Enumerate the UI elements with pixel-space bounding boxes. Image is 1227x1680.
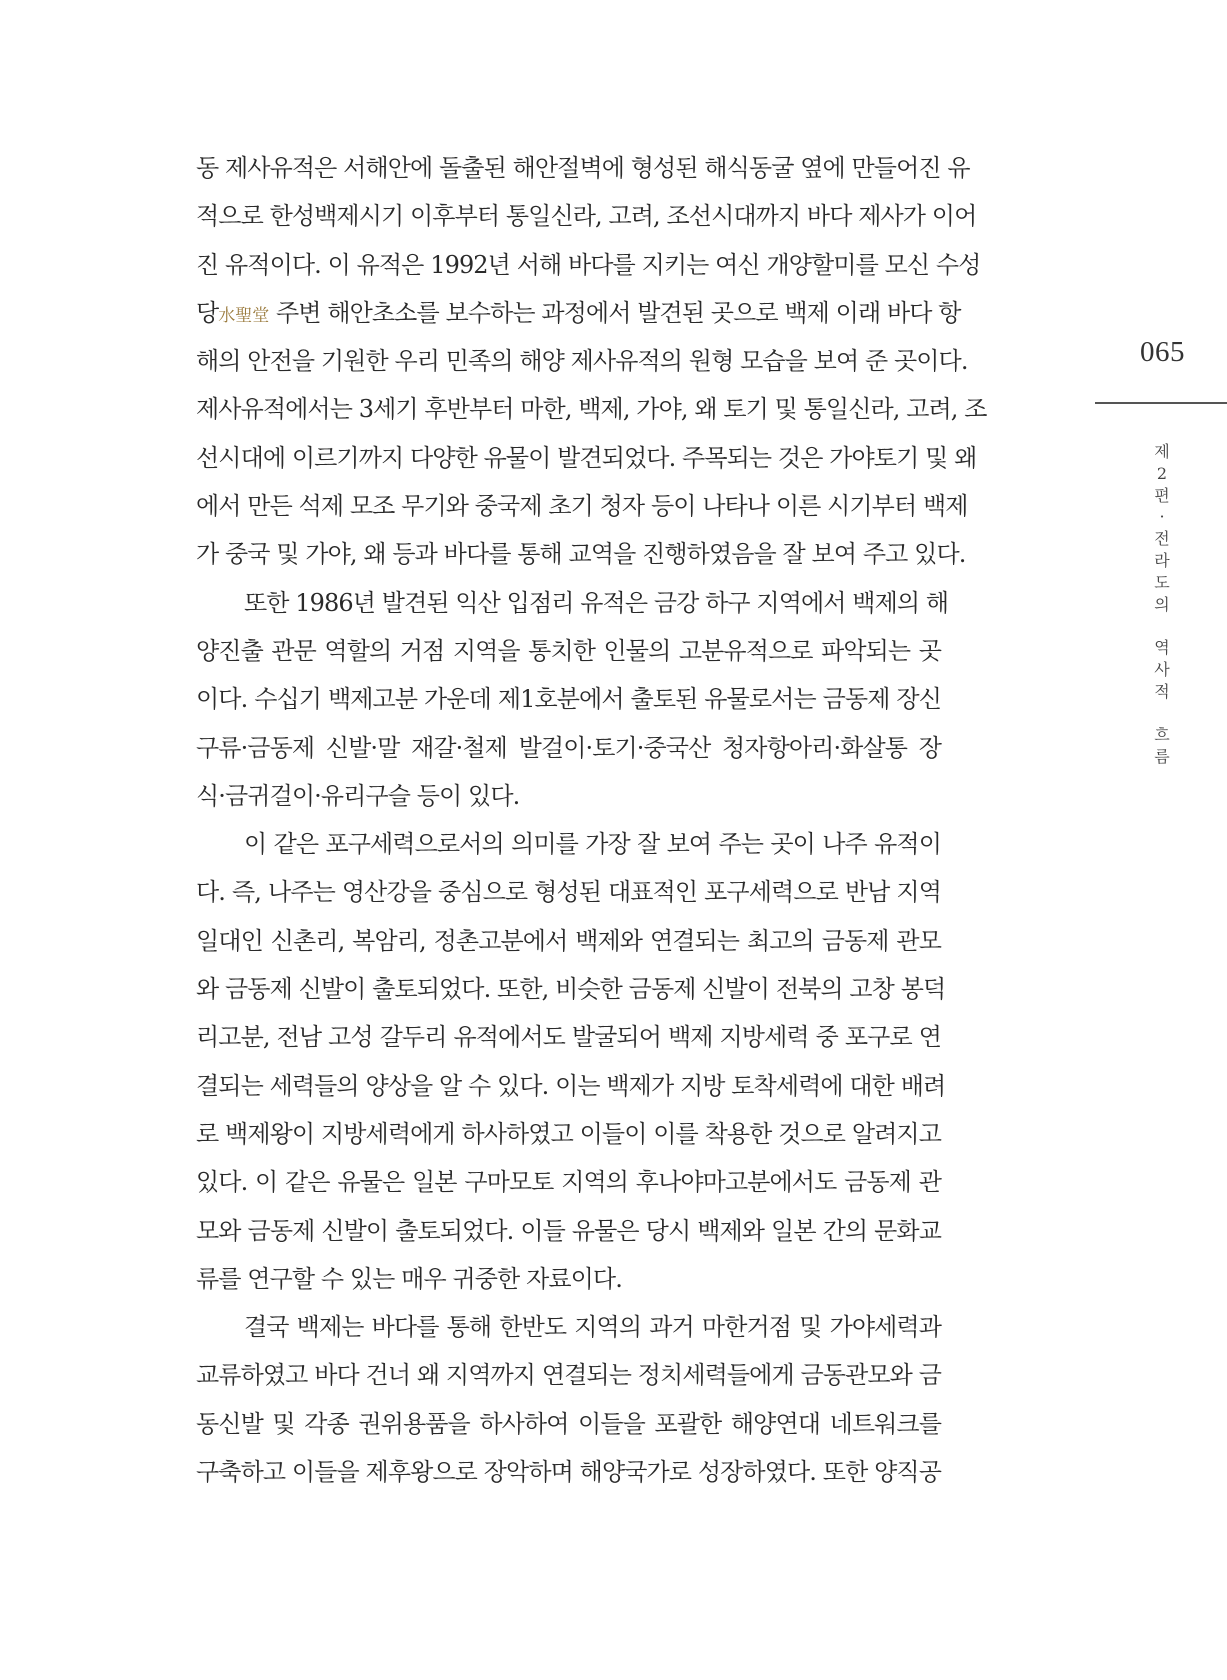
text-fragment: 이 같은 포구세력으로서의 의미를 가장 잘 보여 주는 곳이 나주 유적이 <box>244 830 941 859</box>
side-title-char: 도 <box>1154 572 1170 592</box>
text-fragment: 당 <box>196 298 219 327</box>
text-line <box>196 1255 941 1303</box>
text-fragment: 교류하였고 바다 건너 왜 지역까지 연결되는 정치세력들에게 금동관모와 금 <box>196 1361 941 1390</box>
text-line <box>196 289 961 337</box>
text-line <box>196 434 977 482</box>
text-line <box>196 917 941 965</box>
side-title-char: 2 <box>1156 463 1168 483</box>
text-line <box>196 1062 946 1110</box>
text-line <box>196 192 977 240</box>
text-line <box>196 385 987 433</box>
side-title-char: 사 <box>1154 659 1170 679</box>
side-title-char: · <box>1159 507 1165 527</box>
text-fragment: 모와 금동제 신발이 출토되었다. 이들 유물은 당시 백제와 일본 간의 문화교 <box>196 1216 941 1245</box>
text-line <box>196 241 981 289</box>
text-line <box>196 1448 941 1496</box>
text-line <box>196 675 941 723</box>
text-fragment: 결국 백제는 바다를 통해 한반도 지역의 과거 마한거점 및 가야세력과 <box>244 1313 941 1342</box>
text-line <box>196 579 949 627</box>
side-title-char: 라 <box>1154 550 1170 570</box>
page-number: 065 <box>1140 336 1185 368</box>
text-line <box>196 820 941 868</box>
text-fragment: 에서 만든 석제 모조 무기와 중국제 초기 청자 등이 나타나 이른 시기부터 백제 <box>196 492 968 521</box>
text-line <box>196 144 970 192</box>
side-title-char <box>1151 703 1173 725</box>
text-line <box>196 965 946 1013</box>
text-fragment: 양진출 관문 역할의 거점 지역을 통치한 인물의 고분유적으로 파악되는 곳 <box>196 636 941 665</box>
side-title-char: 역 <box>1154 638 1170 658</box>
text-line <box>196 337 968 385</box>
text-line <box>196 1303 941 1351</box>
hanja-annotation: 水聖堂 <box>218 305 270 326</box>
text-line <box>196 482 968 530</box>
text-fragment: 해의 안전을 기원한 우리 민족의 해양 제사유적의 원형 모습을 보여 준 곳이다. <box>196 347 968 376</box>
text-fragment: 적으로 한성백제시기 이후부터 통일신라, 고려, 조선시대까지 바다 제사가 이어 <box>196 202 977 231</box>
text-fragment: 주변 해안초소를 보수하는 과정에서 발견된 곳으로 백제 이래 바다 항 <box>269 298 961 327</box>
text-fragment: 동 제사유적은 서해안에 돌출된 해안절벽에 형성된 해식동굴 옆에 만들어진 유 <box>196 154 970 182</box>
text-fragment: 가 중국 및 가야, 왜 등과 바다를 통해 교역을 진행하였음을 잘 보여 주고 있다. <box>196 540 966 569</box>
text-line <box>196 530 966 578</box>
text-line <box>196 772 941 820</box>
side-title-char: 의 <box>1154 594 1170 614</box>
text-fragment: 리고분, 전남 고성 갈두리 유적에서도 발굴되어 백제 지방세력 중 포구로 연 <box>196 1023 941 1052</box>
text-line <box>196 1400 941 1448</box>
text-fragment: 결되는 세력들의 양상을 알 수 있다. 이는 백제가 지방 토착세력에 대한 배려 <box>196 1071 946 1100</box>
text-fragment: 있다. 이 같은 유물은 일본 구마모토 지역의 후나야마고분에서도 금동제 관 <box>196 1168 941 1197</box>
text-fragment: 이다. 수십기 백제고분 가운데 제1호분에서 출토된 유물로서는 금동제 장신 <box>196 685 941 714</box>
side-title-char: 름 <box>1154 747 1170 767</box>
side-title-char: 적 <box>1154 681 1170 701</box>
text-line <box>196 1207 941 1255</box>
side-title-char <box>1151 615 1173 637</box>
side-title-char: 전 <box>1154 529 1170 549</box>
text-fragment: 와 금동제 신발이 출토되었다. 또한, 비슷한 금동제 신발이 전북의 고창 봉덕 <box>196 975 946 1004</box>
text-fragment: 동신발 및 각종 권위용품을 하사하여 이들을 포괄한 해양연대 네트워크를 <box>196 1409 941 1438</box>
text-line <box>196 627 941 675</box>
chapter-side-title <box>1151 441 1173 768</box>
text-line <box>196 1110 941 1158</box>
side-title-char: 흐 <box>1154 725 1170 745</box>
text-fragment: 또한 1986년 발견된 익산 입점리 유적은 금강 하구 지역에서 백제의 해 <box>244 588 949 617</box>
side-title-char: 제 <box>1154 442 1170 461</box>
side-title-char: 편 <box>1154 485 1170 505</box>
text-line <box>196 1013 941 1061</box>
text-fragment: 구축하고 이들을 제후왕으로 장악하며 해양국가로 성장하였다. 또한 양직공 <box>196 1458 941 1487</box>
text-fragment: 다. 즉, 나주는 영산강을 중심으로 형성된 대표적인 포구세력으로 반남 지역 <box>196 878 941 907</box>
text-fragment: 류를 연구할 수 있는 매우 귀중한 자료이다. <box>196 1264 622 1293</box>
text-line <box>196 1351 941 1399</box>
text-fragment: 구류·금동제 신발·말 재갈·철제 발걸이·토기·중국산 청자항아리·화살통 장 <box>196 733 941 762</box>
header-divider <box>1095 402 1227 404</box>
text-fragment: 식·금귀걸이·유리구슬 등이 있다. <box>196 781 520 810</box>
text-fragment: 로 백제왕이 지방세력에게 하사하였고 이들이 이를 착용한 것으로 알려지고 <box>196 1119 941 1148</box>
text-fragment: 선시대에 이르기까지 다양한 유물이 발견되었다. 주목되는 것은 가야토기 및 왜 <box>196 443 977 472</box>
body-text <box>196 144 987 1496</box>
text-fragment: 진 유적이다. 이 유적은 1992년 서해 바다를 지키는 여신 개양할미를 모신 수성 <box>196 250 981 279</box>
text-fragment: 제사유적에서는 3세기 후반부터 마한, 백제, 가야, 왜 토기 및 통일신라, 고려, 조 <box>196 395 987 424</box>
text-line <box>196 1158 941 1206</box>
text-line <box>196 868 941 916</box>
text-line <box>196 724 941 772</box>
text-fragment: 일대인 신촌리, 복암리, 정촌고분에서 백제와 연결되는 최고의 금동제 관모 <box>196 926 941 955</box>
